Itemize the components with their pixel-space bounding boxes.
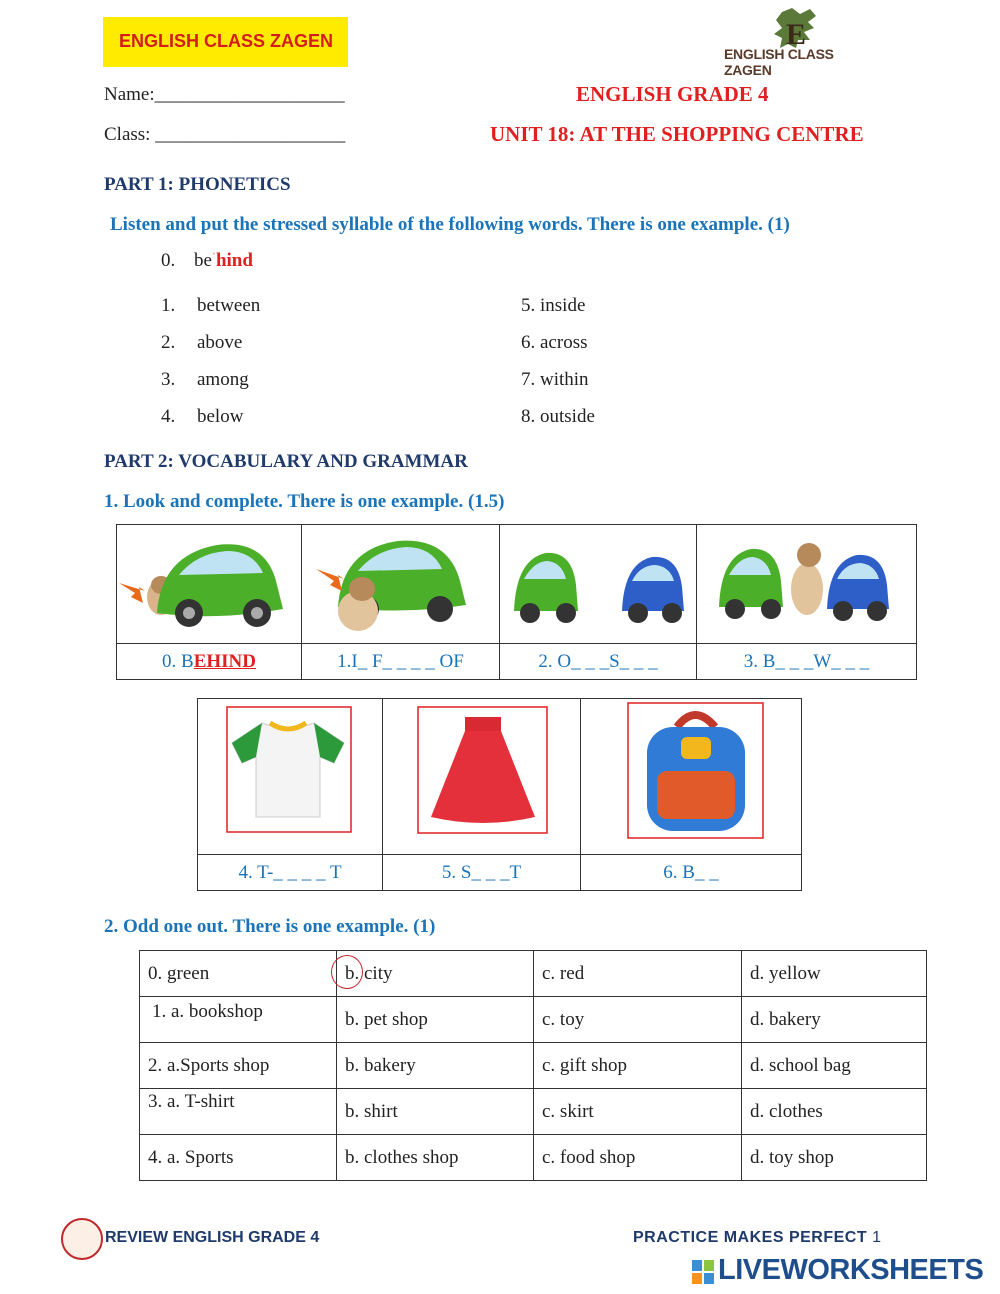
- picture-cell: [500, 525, 697, 644]
- dog-between-cars-image: [697, 525, 916, 638]
- logo-text: ENGLISH CLASS ZAGEN: [724, 46, 834, 78]
- list-item: 2. above: [161, 332, 243, 353]
- clothes-table: [197, 698, 802, 891]
- dog-in-front-of-car-image: [302, 525, 499, 638]
- picture-cell: [697, 525, 917, 644]
- backpack-image: [581, 699, 801, 849]
- picture-cell: [117, 525, 302, 644]
- answer-cell[interactable]: 4. T-_ _ _ _ T: [198, 855, 383, 891]
- phonetics-left-list: [161, 287, 261, 435]
- unit-title: UNIT 18: AT THE SHOPPING CENTRE: [490, 122, 864, 146]
- footer-right-text: PRACTICE MAKES PERFECT 1: [633, 1229, 882, 1246]
- answer-circle-icon: [331, 955, 363, 989]
- odd-cell[interactable]: b. pet shop: [337, 997, 534, 1043]
- grade-title: ENGLISH GRADE 4: [576, 82, 769, 106]
- example-number: 0.: [161, 250, 176, 271]
- page-number: 1: [872, 1229, 882, 1246]
- odd-cell[interactable]: 3. a. T-shirt: [140, 1089, 337, 1135]
- class-field[interactable]: Class: ____________________: [104, 124, 346, 145]
- answer-cell[interactable]: 2. O_ _ _S_ _ _: [500, 644, 697, 680]
- logo: [722, 6, 872, 78]
- list-item: 8. outside: [521, 406, 595, 427]
- part1-instruction: Listen and put the stressed syllable of the following words. There is one example. (1): [110, 214, 790, 235]
- list-item: 3. among: [161, 369, 249, 390]
- footer-logo-icon: [61, 1218, 103, 1260]
- example-prefix: be: [194, 250, 212, 271]
- ex2-title: 2. Odd one out. There is one example. (1): [104, 916, 436, 937]
- liveworksheets-text: LIVEWORKSHEETS: [718, 1254, 984, 1286]
- header-badge: [103, 17, 348, 67]
- picture-cell: [198, 699, 383, 855]
- odd-cell[interactable]: b. city: [337, 951, 534, 997]
- tshirt-image: [198, 699, 382, 849]
- footer-left-text: REVIEW ENGLISH GRADE 4: [105, 1229, 320, 1246]
- odd-cell: 0. green: [140, 951, 337, 997]
- list-item: 6. across: [521, 332, 588, 353]
- prepositions-table: [116, 524, 917, 680]
- odd-cell[interactable]: c. skirt: [534, 1089, 742, 1135]
- odd-cell[interactable]: d. clothes: [742, 1089, 927, 1135]
- list-item: 7. within: [521, 369, 589, 390]
- odd-cell[interactable]: d. toy shop: [742, 1135, 927, 1181]
- answer-cell[interactable]: 5. S_ _ _T: [383, 855, 581, 891]
- answer-cell[interactable]: 1.I_ F_ _ _ _ OF: [302, 644, 500, 680]
- example-stressed: hind: [215, 250, 253, 271]
- phonetics-right-list: [521, 287, 595, 435]
- badge-text: ENGLISH CLASS ZAGEN: [119, 31, 334, 51]
- answer-cell: 0. BEHIND: [117, 644, 302, 680]
- liveworksheets-icon: [692, 1260, 716, 1286]
- odd-cell[interactable]: 4. a. Sports: [140, 1135, 337, 1181]
- svg-text:E: E: [786, 18, 807, 51]
- part2-heading: PART 2: VOCABULARY AND GRAMMAR: [104, 451, 468, 472]
- odd-cell[interactable]: d. yellow: [742, 951, 927, 997]
- odd-cell[interactable]: c. food shop: [534, 1135, 742, 1181]
- odd-cell[interactable]: c. red: [534, 951, 742, 997]
- ex1-title: 1. Look and complete. There is one example. (1.5): [104, 491, 505, 512]
- name-field[interactable]: Name:____________________: [104, 84, 345, 105]
- answer-cell[interactable]: 3. B_ _ _W_ _ _: [697, 644, 917, 680]
- phonetics-example: [161, 250, 253, 272]
- list-item: 1. between: [161, 295, 261, 316]
- odd-one-out-table: [139, 950, 927, 1181]
- picture-cell: [302, 525, 500, 644]
- odd-cell[interactable]: c. gift shop: [534, 1043, 742, 1089]
- skirt-image: [383, 699, 580, 849]
- list-item: 4. below: [161, 406, 244, 427]
- dog-behind-car-image: [117, 525, 301, 638]
- odd-cell[interactable]: c. toy: [534, 997, 742, 1043]
- list-item: 5. inside: [521, 295, 586, 316]
- two-cars-image: [500, 525, 696, 638]
- example-answer: EHIND: [193, 650, 256, 672]
- picture-cell: [581, 699, 802, 855]
- odd-cell[interactable]: b. clothes shop: [337, 1135, 534, 1181]
- answer-cell[interactable]: 6. B_ _: [581, 855, 802, 891]
- stress-mark: ˈ: [211, 250, 216, 264]
- odd-cell[interactable]: b. bakery: [337, 1043, 534, 1089]
- odd-cell[interactable]: 2. a.Sports shop: [140, 1043, 337, 1089]
- picture-cell: [383, 699, 581, 855]
- odd-cell[interactable]: d. bakery: [742, 997, 927, 1043]
- odd-cell[interactable]: d. school bag: [742, 1043, 927, 1089]
- odd-cell[interactable]: b. shirt: [337, 1089, 534, 1135]
- odd-cell[interactable]: 1. a. bookshop: [140, 997, 337, 1043]
- part1-heading: PART 1: PHONETICS: [104, 174, 291, 195]
